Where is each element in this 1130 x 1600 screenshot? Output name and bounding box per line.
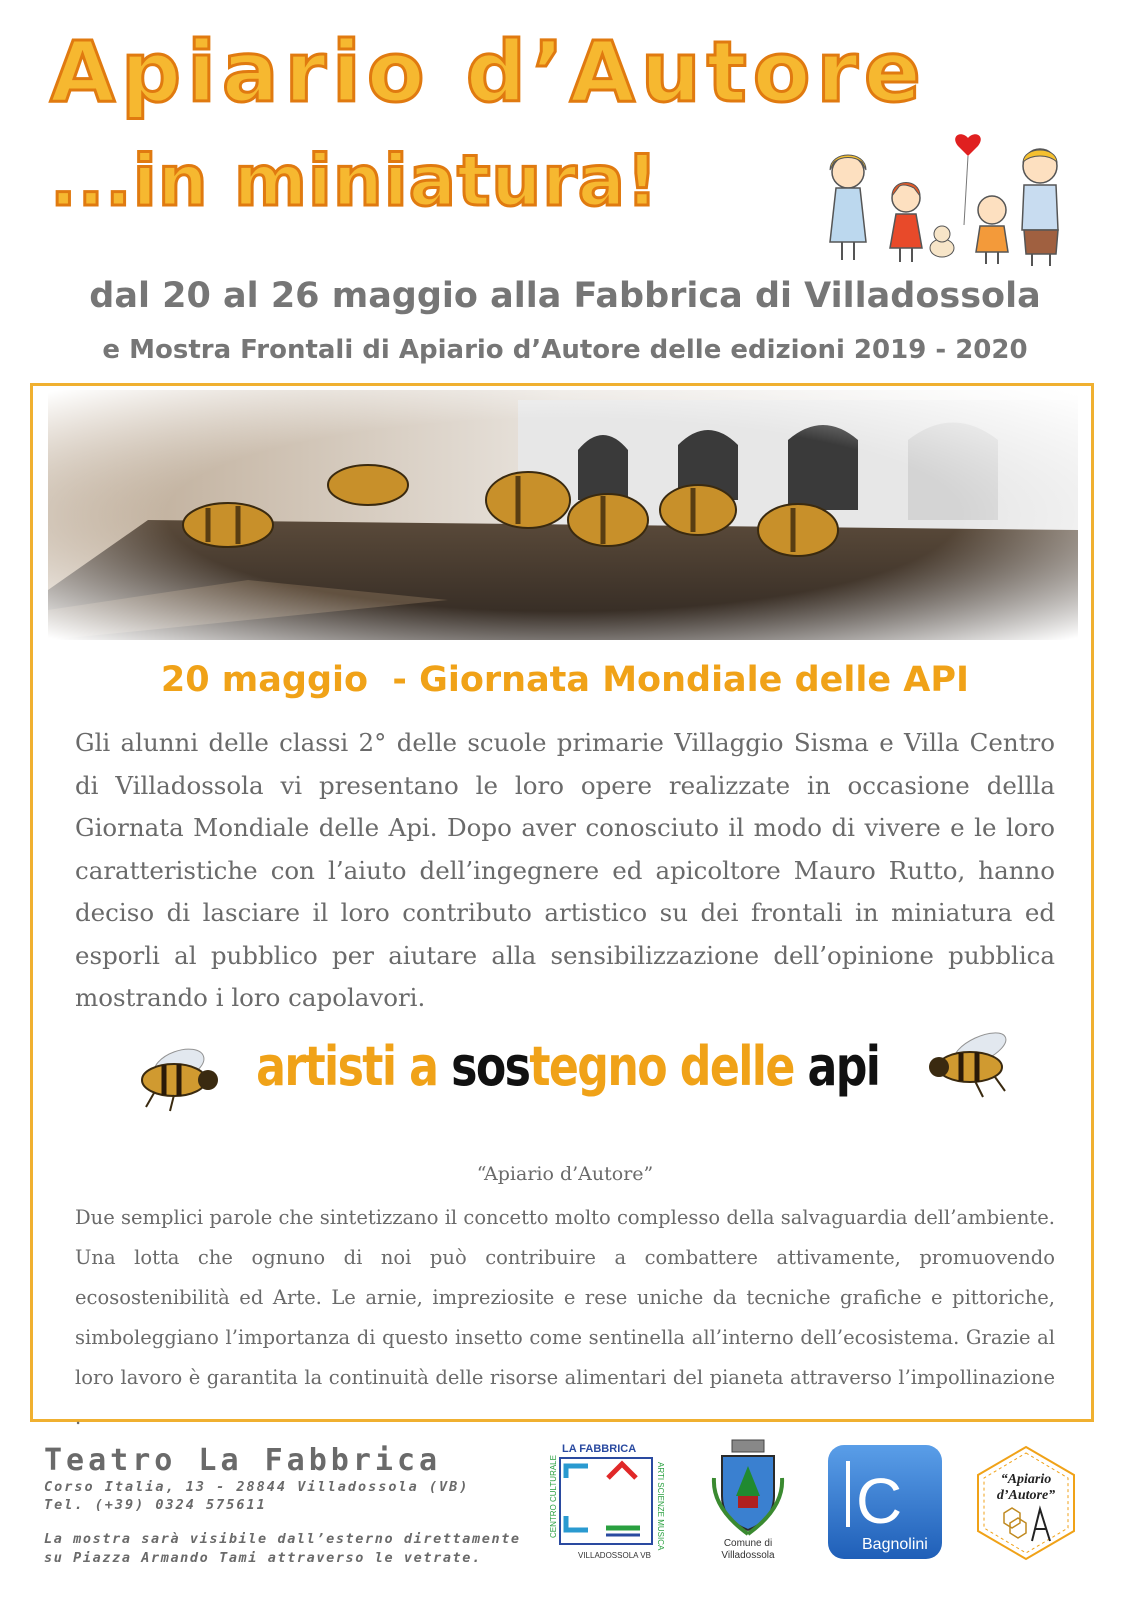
slogan-part4: api: [807, 1035, 880, 1098]
slogan-part2: sos: [451, 1035, 530, 1098]
logo-text: “Apiario: [1000, 1472, 1052, 1487]
poster-title: Apiario d’Autore: [50, 23, 927, 121]
event-description: Gli alunni delle classi 2° delle scuole primarie Villaggio Sisma e Villa Centro di Villadossola vi presentano le loro opere realizzate in occasione dellla Giornata Mondiale delle Api. Dopo aver conosciuto il modo di vivere e le loro caratteristiche con l’aiuto dell’ingegnere ed apicoltore Mauro Rutto, hanno deciso di lasciare il loro contributo artistico su dei frontali in miniatura ed esporli al pubblico per aiutare alla sensibilizzazione dell’opinione pubblica mostrando i loro capolavori.: [75, 728, 1055, 1012]
comune-caption-line: Villadossola: [721, 1550, 775, 1561]
apiario-dautore-logo: [966, 1443, 1086, 1563]
venue-phone: Tel. (+39) 0324 575611: [44, 1497, 267, 1513]
comune-caption-line: Comune di: [723, 1538, 773, 1549]
venue-contact: [44, 1478, 469, 1514]
quote-title: “Apiario d’Autore”: [476, 1163, 654, 1185]
bees-hive-photo: [48, 390, 1078, 640]
slogan-part1: artisti a: [256, 1035, 452, 1098]
logo-text: d’Autore”: [996, 1488, 1056, 1503]
venue-name: Teatro La Fabbrica: [44, 1443, 442, 1478]
logo-text: CENTRO CULTURALE: [549, 1455, 558, 1538]
visibility-notice: [44, 1530, 521, 1568]
logo-text: VILLADOSSOLA VB: [578, 1551, 651, 1560]
comune-caption: [708, 1538, 788, 1562]
crest-icon: [708, 1438, 788, 1536]
poster-subtitle: ...in miniatura!: [50, 140, 659, 222]
notice-line: su Piazza Armando Tami attraverso le vetrate.: [44, 1550, 482, 1566]
notice-line: La mostra sarà visibile dall’esterno direttamente: [44, 1531, 521, 1547]
logo-text: Bagnolini: [862, 1536, 928, 1553]
slogan-part3: tegno delle: [529, 1035, 808, 1098]
logo-text: C: [856, 1465, 903, 1537]
ic-bagnolini-logo: [826, 1443, 944, 1561]
logo-text: LA FABBRICA: [562, 1443, 637, 1455]
la-fabbrica-logo: [548, 1438, 683, 1563]
bee-icon: [925, 1025, 1025, 1105]
logo-text: ARTI SCIENZE MUSICA: [656, 1462, 665, 1551]
family-illustration: [818, 130, 1078, 270]
comune-villadossola-logo: [708, 1438, 788, 1568]
world-bee-day-heading: 20 maggio - Giornata Mondiale delle API: [160, 660, 970, 700]
exhibition-heading: e Mostra Frontali di Apiario d’Autore delle edizioni 2019 - 2020: [102, 335, 1028, 365]
slogan: [104, 1035, 1031, 1098]
venue-address: Corso Italia, 13 - 28844 Villadossola (VB): [44, 1479, 470, 1495]
quote-text: Due semplici parole che sintetizzano il concetto molto complesso della salvaguardia dell’ambiente. Una lotta che ognuno di noi può contribuire a combattere attivamente, promuovendo ecosostenibilità ed Arte. Le arnie, impreziosite e rese uniche da tecniche grafiche e pittoriche, simboleggiano l’importanza di questo insetto come sentinella all’interno dell’ecosistema. Grazie al loro lavoro è garantita la continuità delle risorse alimentari del pianeta attraverso l’impollinazione .: [75, 1206, 1055, 1429]
dates-heading: dal 20 al 26 maggio alla Fabbrica di Villadossola: [89, 276, 1041, 316]
